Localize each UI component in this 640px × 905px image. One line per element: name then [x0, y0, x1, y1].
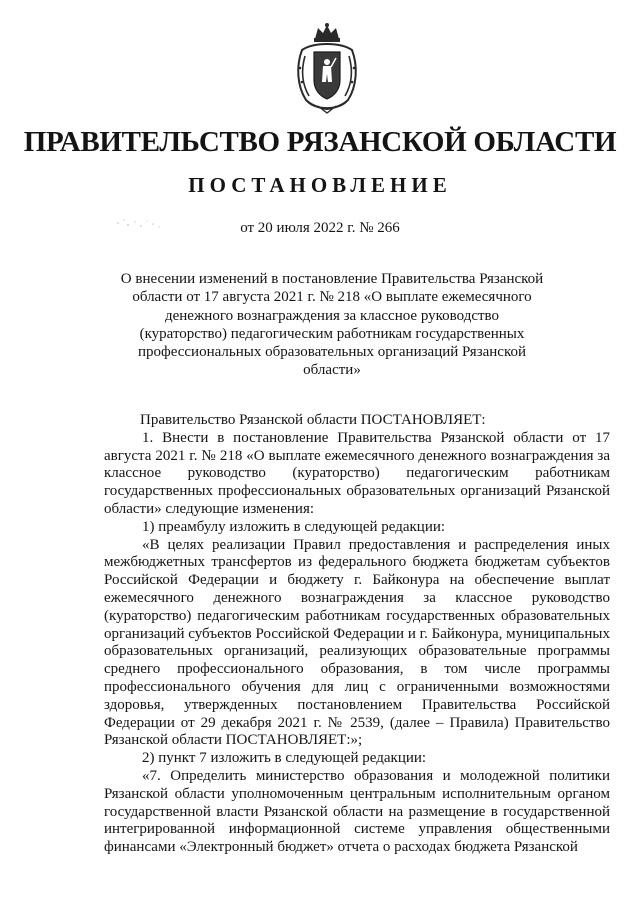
page-cutoff — [0, 880, 640, 905]
document-subject: О внесении изменений в постановление Правительства Рязанской области от 17 августа 2021 г. № 218 «О выплате ежемесячного денежного вознаграждения за классное руководство (кураторство) педагогическим работникам государственных профессиональных образовательных организаций Рязанской области» — [120, 271, 544, 379]
body-paragraph: 1. Внести в постановление Правительства Рязанской области от 17 августа 2021 г. № 218 «О выплате ежемесячного денежного вознаграждения за классное руководство (кураторство) педагогическим работникам государственных профессиональных образовательных организаций Рязанской области» следующие изменения: — [104, 429, 610, 517]
body-paragraph: 2) пункт 7 изложить в следующей редакции: — [142, 750, 427, 767]
body-intro: Правительство Рязанской области ПОСТАНОВЛЯЕТ: — [140, 412, 486, 428]
organization-title: ПРАВИТЕЛЬСТВО РЯЗАНСКОЙ ОБЛАСТИ — [23, 126, 617, 158]
document-type: ПОСТАНОВЛЕНИЕ — [188, 173, 452, 197]
body-paragraph: «7. Определить министерство образования и молодежной политики Рязанской области уполномоченным центральным исполнительным органом государственной власти Рязанской области на размещение в государственной интегрированной информационной системе управления общественными финансами «Электронный бюджет» отчета о расходах бюджета Рязанской — [104, 767, 610, 856]
body-paragraph: «В целях реализации Правил предоставления и распределения иных межбюджетных трансфертов из федерального бюджета бюджетам субъектов Российской Федерации и бюджету г. Байконура на обеспечение выплат ежемесячного денежного вознаграждения за классное руководство (кураторство) педагогическим работникам государственных образовательных организаций субъектов Российской Федерации и г. Байконура, муниципальных образовательных организаций, реализующих образовательные программы среднего профессионального образования, в том числе программы профессионального обучения для лиц с ограниченными возможностями здоровья, утвержденных постановлением Правительства Российской Федерации от 29 декабря 2021 г. № 2539, (далее – Правила) Правительство Рязанской области ПОСТАНОВЛЯЕТ:»; — [104, 536, 610, 749]
document-body — [104, 412, 610, 857]
document-date-number: от 20 июля 2022 г. № 266 — [240, 220, 400, 236]
coat-of-arms-icon — [294, 22, 360, 114]
body-paragraph: 1) преамбулу изложить в следующей редакции: — [142, 518, 446, 535]
